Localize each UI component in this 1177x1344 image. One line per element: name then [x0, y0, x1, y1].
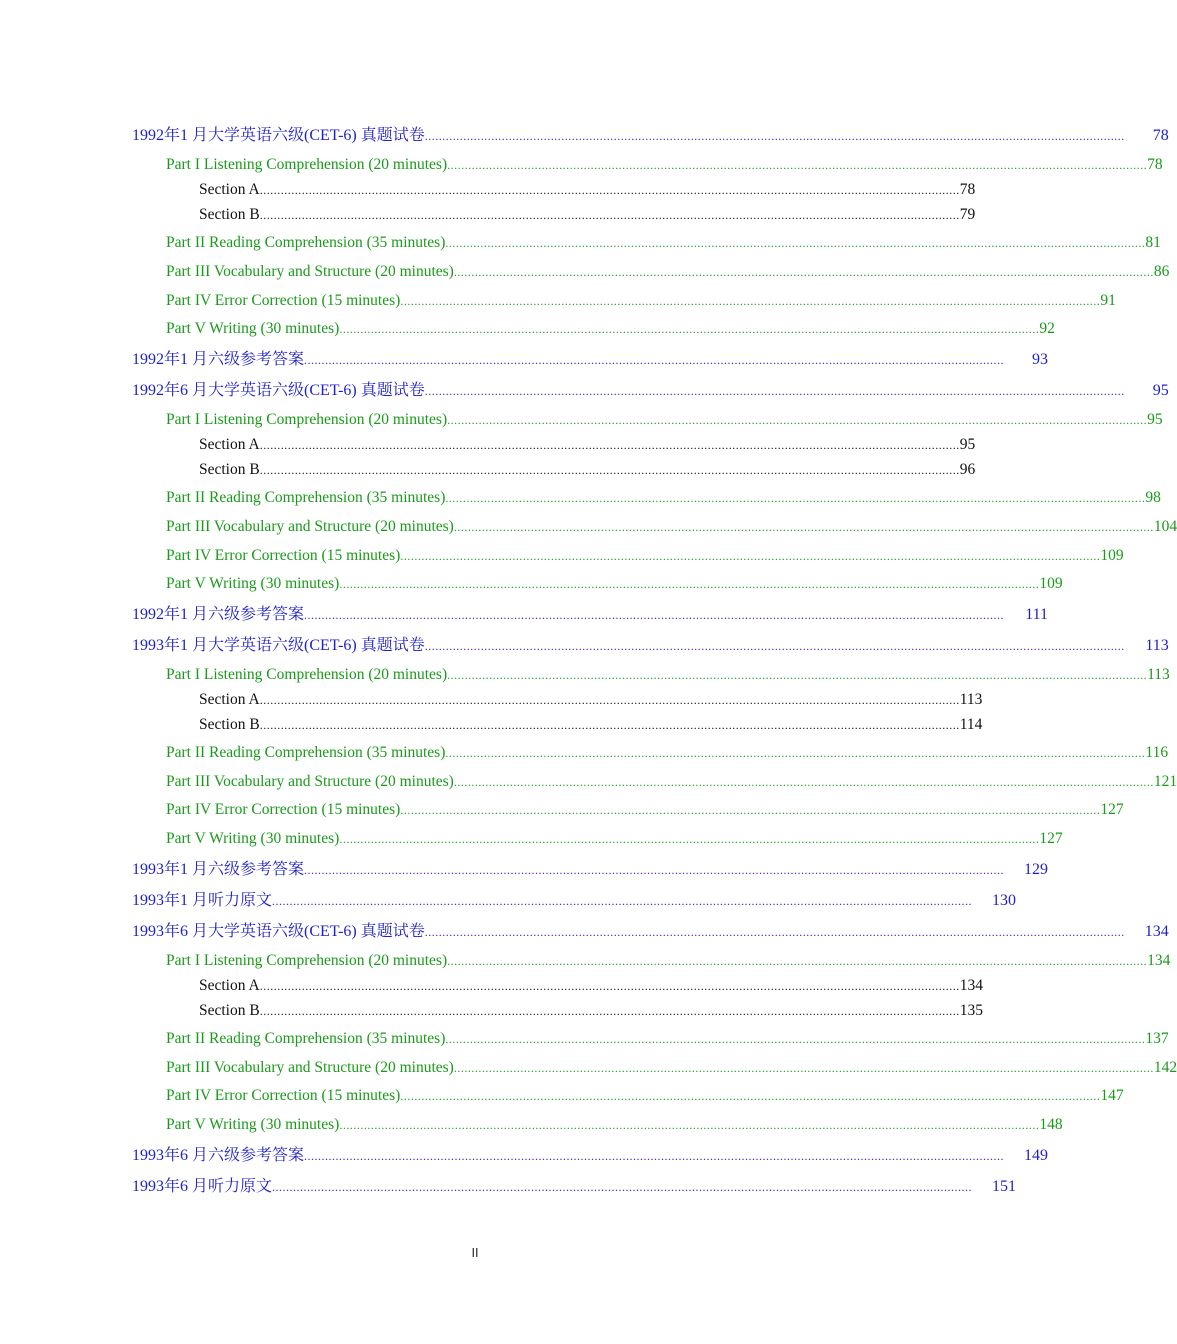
toc-entry-level-1[interactable] [132, 1145, 1049, 1167]
toc-entry-title: Part IV Error Correction (15 minutes) [166, 1087, 401, 1104]
dot-leader: ........................................................................................................................................................................................................ [259, 463, 960, 477]
toc-entry-level-2[interactable] [166, 154, 1163, 176]
toc-entry-title: Section A [199, 977, 260, 994]
toc-entry-level-2[interactable] [166, 545, 1124, 567]
toc-entry-title: Part IV Error Correction (15 minutes) [166, 547, 401, 564]
dot-leader: ........................................................................................................................................................................................................ [424, 925, 1125, 939]
toc-entry-page: 134 [1144, 923, 1169, 940]
toc-entry-level-2[interactable] [166, 771, 1177, 793]
dot-leader: ........................................................................................................................................................................................................ [453, 1061, 1154, 1075]
toc-entry-title: Part V Writing (30 minutes) [166, 1116, 340, 1133]
dot-leader: ........................................................................................................................................................................................................ [272, 894, 973, 908]
dot-leader: ........................................................................................................................................................................................................ [453, 265, 1154, 279]
toc-entry-page: 95 [1152, 382, 1169, 399]
dot-leader: ........................................................................................................................................................................................................ [400, 1089, 1101, 1103]
toc-entry-title: Part III Vocabulary and Structure (20 minutes) [166, 263, 454, 280]
toc-entry-level-3[interactable] [199, 714, 983, 736]
toc-entry-level-2[interactable] [166, 516, 1177, 538]
dot-leader: ........................................................................................................................................................................................................ [304, 1149, 1005, 1163]
toc-entry-title: Part IV Error Correction (15 minutes) [166, 292, 401, 309]
dot-leader: ........................................................................................................................................................................................................ [447, 413, 1148, 427]
dot-leader: ........................................................................................................................................................................................................ [447, 158, 1148, 172]
toc-entry-level-1[interactable] [132, 349, 1049, 371]
toc-entry-title: Part II Reading Comprehension (35 minutes) [166, 234, 446, 251]
toc-entry-page: 116 [1145, 744, 1169, 761]
toc-entry-page: 151 [992, 1178, 1017, 1195]
dot-leader: ........................................................................................................................................................................................................ [259, 208, 960, 222]
toc-entry-level-2[interactable] [166, 409, 1163, 431]
toc-entry-level-1[interactable] [132, 859, 1049, 881]
toc-entry-level-3[interactable] [199, 459, 976, 481]
dot-leader: ........................................................................................................................................................................................................ [447, 954, 1148, 968]
toc-entry-page: 134 [959, 977, 983, 994]
toc-entry-title: 1992年1 月六级参考答案 [132, 606, 305, 623]
toc-entry-page: 127 [1039, 830, 1063, 847]
toc-entry-title: Part V Writing (30 minutes) [166, 830, 340, 847]
page-number: II [471, 1246, 479, 1260]
toc-entry-level-2[interactable] [166, 1057, 1177, 1079]
toc-entry-page: 113 [1147, 666, 1170, 683]
toc-entry-level-2[interactable] [166, 1085, 1124, 1107]
toc-entry-page: 104 [1153, 518, 1177, 535]
toc-entry-page: 149 [1024, 1147, 1049, 1164]
toc-entry-page: 95 [1147, 411, 1163, 428]
toc-entry-level-3[interactable] [199, 179, 976, 201]
toc-entry-level-2[interactable] [166, 799, 1124, 821]
toc-entry-title: Part III Vocabulary and Structure (20 minutes) [166, 1059, 454, 1076]
toc-entry-level-2[interactable] [166, 1028, 1169, 1050]
toc-entry-title: 1992年1 月大学英语六级(CET-6) 真题试卷 [132, 127, 425, 144]
toc-entry-level-2[interactable] [166, 742, 1169, 764]
toc-entry-page: 127 [1100, 801, 1124, 818]
toc-entry-level-2[interactable] [166, 950, 1171, 972]
toc-entry-level-1[interactable] [132, 1176, 1017, 1198]
dot-leader: ........................................................................................................................................................................................................ [339, 832, 1040, 846]
toc-entry-page: 134 [1147, 952, 1171, 969]
toc-entry-level-1[interactable] [132, 604, 1049, 626]
toc-entry-title: Part I Listening Comprehension (20 minutes) [166, 411, 448, 428]
dot-leader: ........................................................................................................................................................................................................ [424, 129, 1125, 143]
dot-leader: ........................................................................................................................................................................................................ [259, 183, 960, 197]
toc-entry-page: 79 [959, 206, 976, 223]
toc-entry-title: Part I Listening Comprehension (20 minutes) [166, 156, 448, 173]
toc-entry-level-2[interactable] [166, 828, 1063, 850]
toc-entry-title: Part II Reading Comprehension (35 minutes) [166, 489, 446, 506]
toc-entry-level-2[interactable] [166, 1114, 1063, 1136]
toc-entry-title: Section A [199, 436, 260, 453]
dot-leader: ........................................................................................................................................................................................................ [445, 746, 1146, 760]
toc-entry-page: 96 [959, 461, 976, 478]
toc-entry-title: 1993年6 月大学英语六级(CET-6) 真题试卷 [132, 923, 425, 940]
toc-entry-level-2[interactable] [166, 290, 1116, 312]
toc-entry-page: 113 [1145, 637, 1169, 654]
toc-entry-page: 109 [1039, 575, 1063, 592]
toc-entry-page: 78 [1152, 127, 1169, 144]
toc-entry-level-3[interactable] [199, 689, 983, 711]
toc-entry-level-2[interactable] [166, 318, 1055, 340]
dot-leader: ........................................................................................................................................................................................................ [259, 979, 960, 993]
toc-entry-level-3[interactable] [199, 434, 976, 456]
dot-leader: ........................................................................................................................................................................................................ [339, 322, 1040, 336]
toc-entry-level-1[interactable] [132, 890, 1017, 912]
toc-entry-title: 1993年1 月六级参考答案 [132, 861, 305, 878]
toc-entry-page: 148 [1039, 1116, 1063, 1133]
dot-leader: ........................................................................................................................................................................................................ [400, 803, 1101, 817]
toc-entry-level-3[interactable] [199, 204, 976, 226]
dot-leader: ........................................................................................................................................................................................................ [304, 608, 1005, 622]
toc-entry-title: Section B [199, 461, 260, 478]
toc-entry-page: 135 [959, 1002, 983, 1019]
toc-entry-page: 93 [1032, 351, 1049, 368]
toc-entry-page: 130 [992, 892, 1017, 909]
dot-leader: ........................................................................................................................................................................................................ [259, 1004, 960, 1018]
toc-entry-page: 109 [1100, 547, 1124, 564]
toc-entry-page: 91 [1100, 292, 1116, 309]
toc-entry-level-2[interactable] [166, 232, 1161, 254]
toc-entry-level-2[interactable] [166, 261, 1170, 283]
toc-entry-title: Part II Reading Comprehension (35 minutes) [166, 744, 446, 761]
toc-entry-title: Part V Writing (30 minutes) [166, 320, 340, 337]
toc-entry-page: 114 [959, 716, 983, 733]
toc-entry-title: 1992年1 月六级参考答案 [132, 351, 305, 368]
dot-leader: ........................................................................................................................................................................................................ [259, 693, 960, 707]
dot-leader: ........................................................................................................................................................................................................ [400, 294, 1101, 308]
toc-entry-page: 86 [1153, 263, 1170, 280]
toc-entry-page: 147 [1100, 1087, 1124, 1104]
toc-entry-title: Section A [199, 181, 260, 198]
toc-entry-page: 142 [1153, 1059, 1177, 1076]
toc-entry-page: 92 [1039, 320, 1055, 337]
toc-entry-title: Part III Vocabulary and Structure (20 minutes) [166, 518, 454, 535]
toc-entry-title: Part I Listening Comprehension (20 minutes) [166, 952, 448, 969]
toc-entry-title: Part V Writing (30 minutes) [166, 575, 340, 592]
dot-leader: ........................................................................................................................................................................................................ [400, 549, 1101, 563]
toc-entry-title: 1993年6 月六级参考答案 [132, 1147, 305, 1164]
toc-entry-page: 137 [1145, 1030, 1169, 1047]
toc-entry-level-3[interactable] [199, 975, 983, 997]
toc-entry-level-1[interactable] [132, 125, 1169, 147]
toc-entry-title: Section B [199, 716, 260, 733]
toc-entry-page: 78 [959, 181, 976, 198]
toc-entry-title: Part I Listening Comprehension (20 minutes) [166, 666, 448, 683]
toc-entry-page: 113 [959, 691, 983, 708]
dot-leader: ........................................................................................................................................................................................................ [304, 353, 1005, 367]
dot-leader: ........................................................................................................................................................................................................ [424, 384, 1125, 398]
dot-leader: ........................................................................................................................................................................................................ [272, 1180, 973, 1194]
dot-leader: ........................................................................................................................................................................................................ [339, 577, 1040, 591]
toc-entry-page: 121 [1153, 773, 1177, 790]
toc-entry-title: Part II Reading Comprehension (35 minutes) [166, 1030, 446, 1047]
dot-leader: ........................................................................................................................................................................................................ [445, 1032, 1146, 1046]
toc-entry-title: 1992年6 月大学英语六级(CET-6) 真题试卷 [132, 382, 425, 399]
dot-leader: ........................................................................................................................................................................................................ [259, 438, 960, 452]
toc-entry-title: Part III Vocabulary and Structure (20 minutes) [166, 773, 454, 790]
toc-entry-title: Section A [199, 691, 260, 708]
toc-entry-page: 129 [1024, 861, 1049, 878]
toc-entry-page: 98 [1145, 489, 1161, 506]
toc-entry-title: Section B [199, 206, 260, 223]
dot-leader: ........................................................................................................................................................................................................ [447, 668, 1148, 682]
toc-entry-page: 81 [1145, 234, 1161, 251]
dot-leader: ........................................................................................................................................................................................................ [445, 491, 1146, 505]
toc-entry-title: Section B [199, 1002, 260, 1019]
toc-entry-page: 111 [1025, 606, 1049, 623]
dot-leader: ........................................................................................................................................................................................................ [453, 520, 1154, 534]
toc-entry-level-2[interactable] [166, 573, 1063, 595]
dot-leader: ........................................................................................................................................................................................................ [259, 718, 960, 732]
dot-leader: ........................................................................................................................................................................................................ [424, 639, 1125, 653]
toc-entry-level-2[interactable] [166, 664, 1170, 686]
dot-leader: ........................................................................................................................................................................................................ [445, 236, 1146, 250]
dot-leader: ........................................................................................................................................................................................................ [339, 1118, 1040, 1132]
dot-leader: ........................................................................................................................................................................................................ [453, 775, 1154, 789]
dot-leader: ........................................................................................................................................................................................................ [304, 863, 1005, 877]
toc-entry-level-1[interactable] [132, 635, 1169, 657]
toc-entry-page: 95 [959, 436, 976, 453]
toc-entry-level-2[interactable] [166, 487, 1161, 509]
toc-entry-title: 1993年6 月听力原文 [132, 1178, 273, 1195]
toc-entry-level-1[interactable] [132, 380, 1169, 402]
toc-entry-level-1[interactable] [132, 921, 1169, 943]
toc-entry-title: 1993年1 月听力原文 [132, 892, 273, 909]
toc-entry-level-3[interactable] [199, 1000, 983, 1022]
toc-entry-page: 78 [1147, 156, 1163, 173]
toc-entry-title: Part IV Error Correction (15 minutes) [166, 801, 401, 818]
toc-entry-title: 1993年1 月大学英语六级(CET-6) 真题试卷 [132, 637, 425, 654]
